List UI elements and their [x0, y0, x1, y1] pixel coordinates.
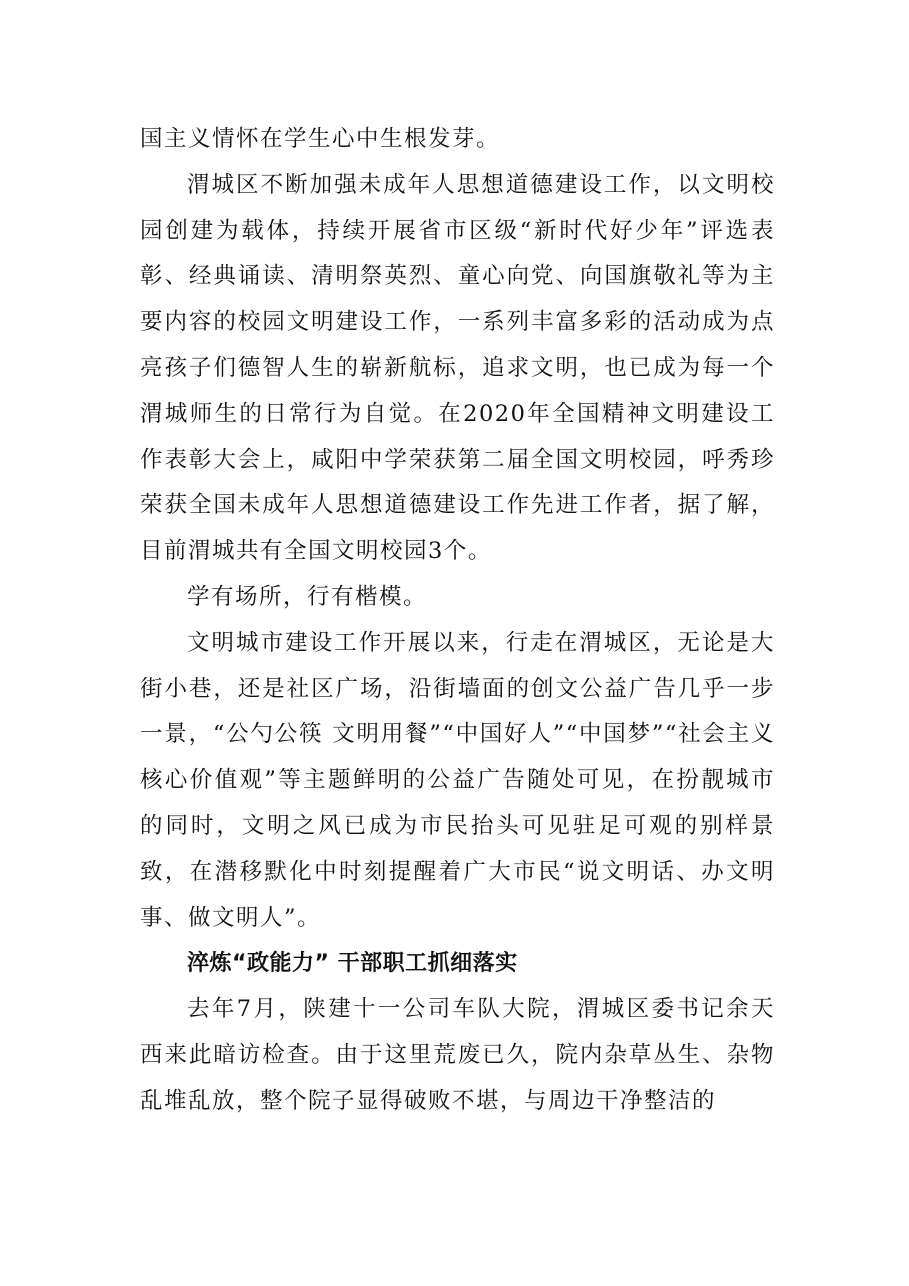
document-page [140, 117, 775, 1125]
paragraph-4: 文明城市建设工作开展以来，行走在渭城区，无论是大街小巷，还是社区广场，沿街墙面的创文公益广告几乎一步一景，“公勺公筷 文明用餐”“中国好人”“中国梦”“社会主义核心价值观”等主题鲜明的公益广告随处可见，在扮靓城市的同时，文明之风已成为市民抬头可见驻足可观的别样景致，在潜移默化中时刻提醒着广大市民“说文明话、办文明事、做文明人”。 [140, 629, 775, 931]
paragraph-3: 学有场所，行有楷模。 [187, 583, 428, 610]
paragraph-5: 去年7月，陕建十一公司车队大院，渭城区委书记余天西来此暗访检查。由于这里荒废已久，院内杂草丛生、杂物乱堆乱放，整个院子显得破败不堪，与周边干净整洁的 [140, 996, 775, 1114]
paragraph-1: 国主义情怀在学生心中生根发芽。 [140, 126, 501, 152]
section-heading: 淬炼“政能力” 干部职工抓细落实 [187, 951, 518, 977]
paragraph-2: 渭城区不断加强未成年人思想道德建设工作，以文明校园创建为载体，持续开展省市区级“新时代好少年”评选表彰、经典诵读、清明祭英烈、童心向党、向国旗敬礼等为主要内容的校园文明建设工作，一系列丰富多彩的活动成为点亮孩子们德智人生的崭新航标，追求文明，也已成为每一个渭城师生的日常行为自觉。在2020年全国精神文明建设工作表彰大会上，咸阳中学荣获第二届全国文明校园，呼秀珍荣获全国未成年人思想道德建设工作先进工作者，据了解，目前渭城共有全国文明校园3个。 [140, 171, 775, 565]
